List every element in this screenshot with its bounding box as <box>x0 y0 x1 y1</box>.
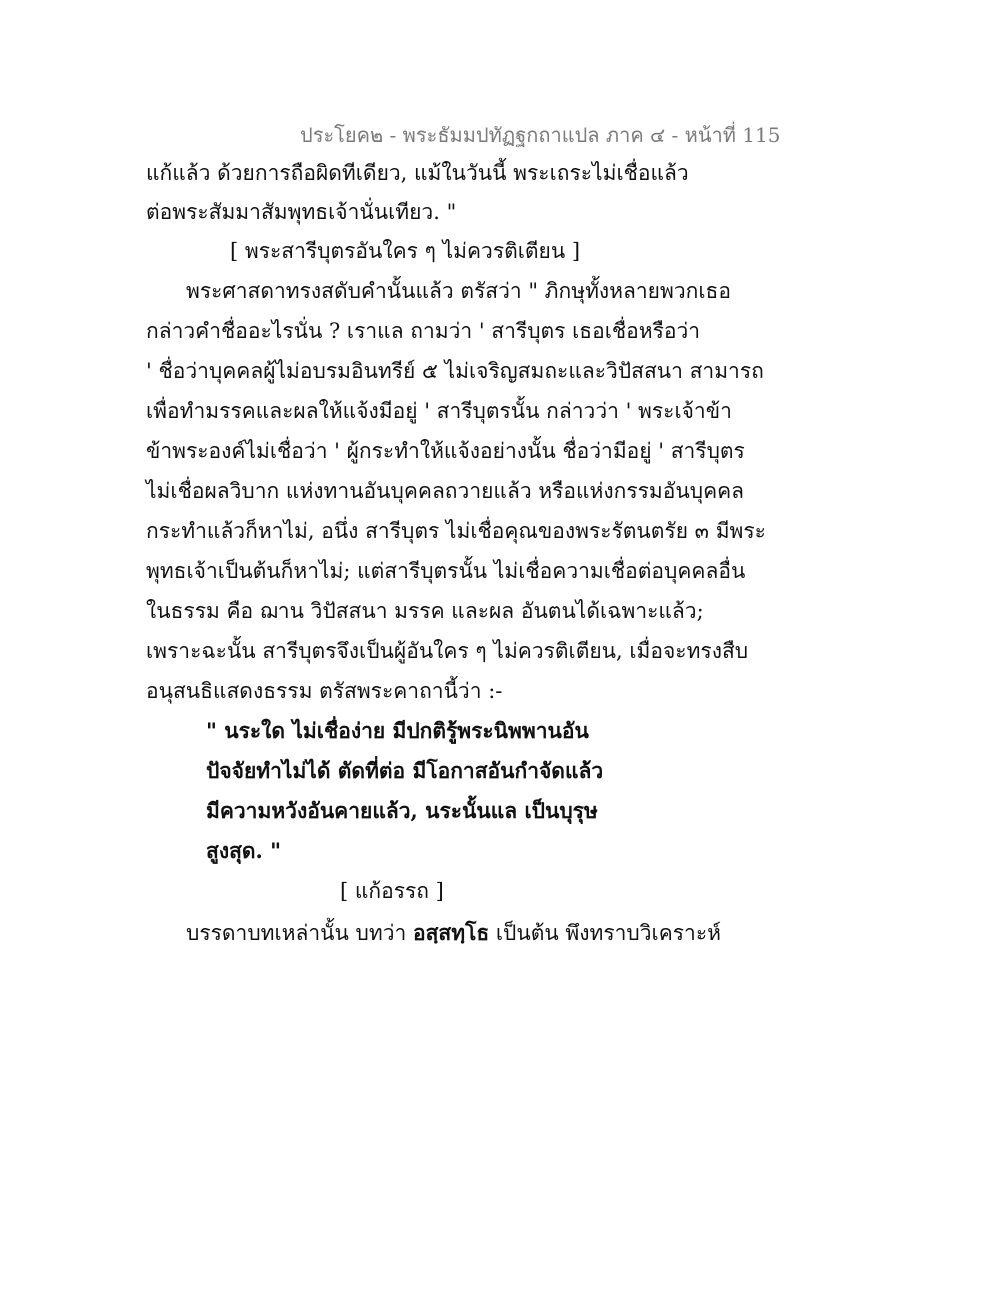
paragraph-line: พุทธเจ้าเป็นต้นก็หาไม่; แต่สารีบุตรนั้น ไม่เชื่อความเชื่อต่อบุคคลอื่น <box>146 559 746 583</box>
subsection-title: [ แก้อรรถ ] <box>340 879 444 903</box>
verse-line: ปัจจัยทำไม่ได้ ตัดที่ต่อ มีโอกาสอันกำจัดแล้ว <box>206 758 604 783</box>
paragraph-line: ' ชื่อว่าบุคคลผู้ไม่อบรมอินทรีย์ ๕ ไม่เจริญสมถะและวิปัสสนา สามารถ <box>146 359 764 383</box>
paragraph-line: กระทำแล้วก็หาไม่, อนึ่ง สารีบุตร ไม่เชื่อคุณของพระรัตนตรัย ๓ มีพระ <box>146 519 766 543</box>
paragraph-line: พระศาสดาทรงสดับคำนั้นแล้ว ตรัสว่า " ภิกษุทั้งหลายพวกเธอ <box>186 279 731 303</box>
paragraph-line: เพราะฉะนั้น สารีบุตรจึงเป็นผู้อันใคร ๆ ไม่ควรติเตียน, เมื่อจะทรงสืบ <box>146 639 749 663</box>
body-line: แก้แล้ว ด้วยการถือผิดทีเดียว, แม้ในวันนี้ พระเถระไม่เชื่อแล้ว <box>146 161 689 185</box>
paragraph-line: เพื่อทำมรรคและผลให้แจ้งมีอยู่ ' สารีบุตรนั้น กล่าวว่า ' พระเจ้าข้า <box>146 399 732 423</box>
last-line <box>186 918 721 948</box>
verse-line: มีความหวังอันคายแล้ว, นระนั้นแล เป็นบุรุษ <box>206 798 598 823</box>
paragraph-line: ข้าพระองค์ไม่เชื่อว่า ' ผู้กระทำให้แจ้งอย่างนั้น ชื่อว่ามีอยู่ ' สารีบุตร <box>146 439 745 463</box>
body-line: ต่อพระสัมมาสัมพุทธเจ้านั่นเทียว. " <box>146 200 457 224</box>
last-line-after: เป็นต้น พึงทราบวิเคราะห์ <box>489 921 721 945</box>
page-header: ประโยค๒ - พระธัมมปทัฏฐกถาแปล ภาค ๔ - หน้าที่ 115 <box>300 123 781 147</box>
pali-term: อสฺสทฺโธ <box>413 920 490 945</box>
paragraph-line: อนุสนธิแสดงธรรม ตรัสพระคาถานี้ว่า :- <box>146 679 503 703</box>
paragraph-line: ไม่เชื่อผลวิบาก แห่งทานอันบุคคลถวายแล้ว หรือแห่งกรรมอันบุคคล <box>146 479 745 503</box>
last-line-before: บรรดาบทเหล่านั้น บทว่า <box>186 921 413 945</box>
verse-line: สูงสุด. " <box>206 838 282 863</box>
section-title: [ พระสารีบุตรอันใคร ๆ ไม่ควรติเตียน ] <box>230 239 581 263</box>
paragraph-line: ในธรรม คือ ฌาน วิปัสสนา มรรค และผล อันตนได้เฉพาะแล้ว; <box>146 599 704 623</box>
paragraph-line: กล่าวคำชื่ออะไรนั่น ? เราแล ถามว่า ' สารีบุตร เธอเชื่อหรือว่า <box>146 319 701 343</box>
verse-line: " นระใด ไม่เชื่อง่าย มีปกติรู้พระนิพพานอัน <box>206 718 589 743</box>
